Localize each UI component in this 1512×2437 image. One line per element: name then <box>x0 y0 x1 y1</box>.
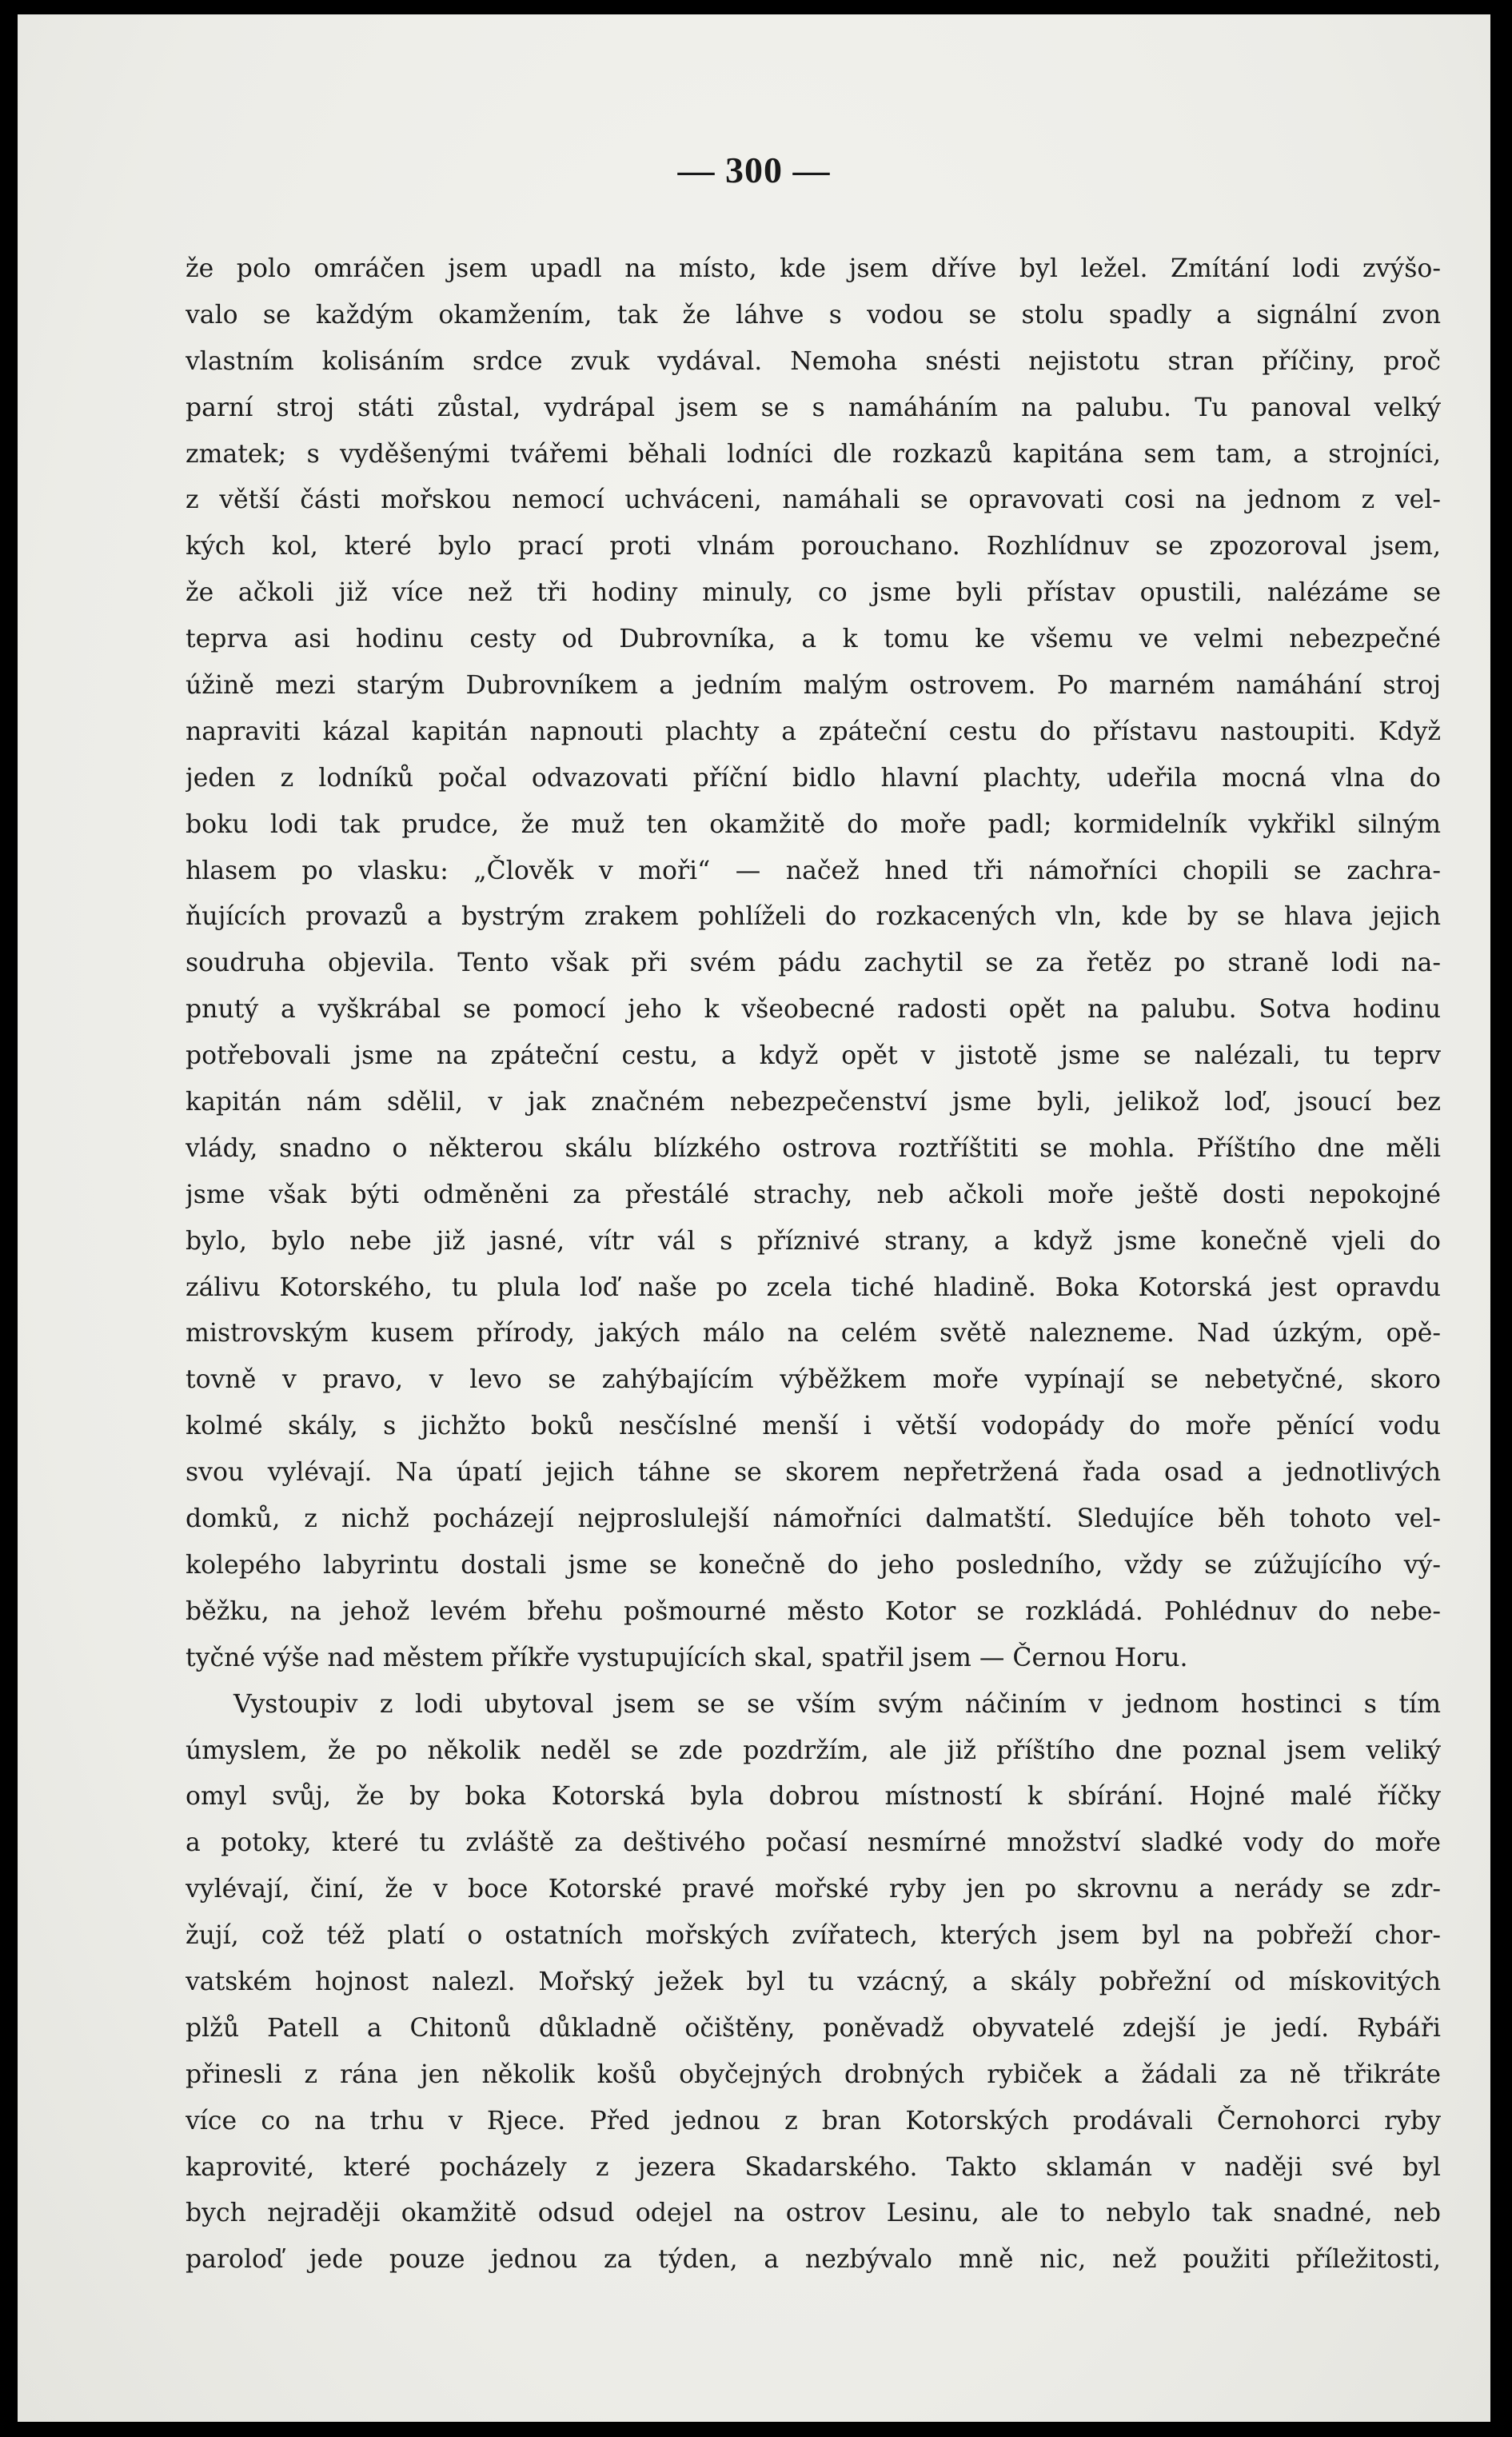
text-line: omyl svůj, že by boka Kotorská byla dobrou místností k sbírání. Hojné malé říčky <box>186 1782 1441 1812</box>
text-line: vatském hojnost nalezl. Mořský ježek byl tu vzácný, a skály pobřežní od mískovitých <box>186 1967 1441 1996</box>
text-line: vlastním kolisáním srdce zvuk vydával. Nemoha snésti nejistotu stran příčiny, proč <box>186 346 1441 376</box>
text-line: kolepého labyrintu dostali jsme se konečně do jeho posledního, vždy se zúžujícího vý- <box>186 1550 1441 1580</box>
text-line: parní stroj státi zůstal, vydrápal jsem se s namáháním na palubu. Tu panoval velký <box>186 393 1441 422</box>
text-line: bych nejraději okamžitě odsud odejel na ostrov Lesinu, ale to nebylo tak snadné, neb <box>186 2199 1441 2228</box>
text-line: Vystoupiv z lodi ubytoval jsem se se vším svým náčiním v jednom hostinci s tím <box>233 1689 1441 1719</box>
text-line: úmyslem, že po několik neděl se zde pozdržím, ale již příštího dne poznal jsem veliký <box>186 1736 1441 1765</box>
text-line: více co na trhu v Rjece. Před jednou z bran Kotorských prodávali Černohorci ryby <box>186 2106 1441 2135</box>
text-line: napraviti kázal kapitán napnouti plachty a zpáteční cestu do přístavu nastoupiti. Když <box>186 717 1441 746</box>
text-line: žují, což též platí o ostatních mořských zvířatech, kterých jsem byl na pobřeží chor- <box>186 1921 1441 1951</box>
text-line: bylo, bylo nebe již jasné, vítr vál s příznivé strany, a když jsme konečně vjeli do <box>186 1226 1441 1256</box>
text-line: přinesli z rána jen několik košů obyčejných drobných rybiček a žádali za ně třikráte <box>186 2059 1441 2089</box>
text-line: domků, z nichž pocházejí nejproslulejší námořníci dalmatští. Sledujíce běh tohoto vel- <box>186 1504 1441 1534</box>
text-line: kolmé skály, s jichžto boků nesčíslné menší i větší vodopády do moře pěnící vodu <box>186 1412 1441 1441</box>
text-line: zmatek; s vyděšenými tvářemi běhali lodníci dle rozkazů kapitána sem tam, a strojníci, <box>186 439 1441 469</box>
text-line: teprva asi hodinu cesty od Dubrovníka, a k tomu ke všemu ve velmi nebezpečné <box>186 625 1441 654</box>
text-line: pnutý a vyškrábal se pomocí jeho k všeobecné radosti opět na palubu. Sotva hodinu <box>186 995 1441 1025</box>
text-line: valo se každým okamžením, tak že láhve s vodou se stolu spadly a signální zvon <box>186 300 1441 330</box>
text-line: tovně v pravo, v levo se zahýbajícím výběžkem moře vypínají se nebetyčné, skoro <box>186 1365 1441 1395</box>
text-line: soudruha objevila. Tento však při svém pádu zachytil se za řetěz po straně lodi na- <box>186 949 1441 978</box>
text-line: ňujících provazů a bystrým zrakem pohlíželi do rozkacených vln, kde by se hlava jejich <box>186 902 1441 932</box>
text-line: paroloď jede pouze jednou za týden, a nezbývalo mně nic, než použiti příležitosti, <box>186 2245 1441 2275</box>
text-line: svou vylévají. Na úpatí jejich táhne se skorem nepřetržená řada osad a jednotlivých <box>186 1458 1441 1488</box>
text-line: že polo omráčen jsem upadl na místo, kde jsem dříve byl ležel. Zmítání lodi zvýšo- <box>186 254 1441 283</box>
text-line: tyčné výše nad městem příkře vystupujících skal, spatřil jsem — Černou Horu. <box>186 1643 1188 1672</box>
text-line: úžině mezi starým Dubrovníkem a jedním malým ostrovem. Po marném namáhání stroj <box>186 671 1441 701</box>
text-line: potřebovali jsme na zpáteční cestu, a když opět v jistotě jsme se nalézali, tu teprv <box>186 1041 1441 1071</box>
text-line: jeden z lodníků počal odvazovati příční bidlo hlavní plachty, udeřila mocná vlna do <box>186 763 1441 793</box>
text-line: a potoky, které tu zvláště za deštivého počasí nesmírné množství sladké vody do moře <box>186 1828 1441 1858</box>
text-line: plžů Patell a Chitonů důkladně očištěny, poněvadž obyvatelé zdejší je jedí. Rybáři <box>186 2013 1441 2043</box>
text-line: vylévají, činí, že v boce Kotorské pravé mořské ryby jen po skrovnu a nerády se zdr- <box>186 1875 1441 1904</box>
page-number: — 300 — <box>677 150 831 190</box>
text-line: běžku, na jehož levém břehu pošmourné město Kotor se rozkládá. Pohlédnuv do nebe- <box>186 1596 1441 1626</box>
text-line: kaprovité, které pocházely z jezera Skadarského. Takto sklamán v naději své byl <box>186 2152 1441 2182</box>
text-line: kých kol, které bylo prací proti vlnám porouchano. Rozhlídnuv se zpozoroval jsem, <box>186 532 1441 561</box>
body-text <box>186 246 1441 2283</box>
text-line: hlasem po vlasku: „Člověk v moři“ — načež hned tři námořníci chopili se zachra- <box>186 856 1441 885</box>
text-line: jsme však býti odměněni za přestálé strachy, neb ačkoli moře ještě dosti nepokojné <box>186 1180 1441 1209</box>
text-line: boku lodi tak prudce, že muž ten okamžitě do moře padl; kormidelník vykřikl silným <box>186 809 1441 839</box>
text-line: kapitán nám sdělil, v jak značném nebezpečenství jsme byli, jelikož loď, jsoucí bez <box>186 1088 1441 1117</box>
text-line: z větší části mořskou nemocí uchváceni, namáhali se opravovati cosi na jednom z vel- <box>186 485 1441 515</box>
text-line: vlády, snadno o některou skálu blízkého ostrova roztříštiti se mohla. Příštího dne měli <box>186 1133 1441 1163</box>
text-line: že ačkoli již více než tři hodiny minuly, co jsme byli přístav opustili, nalézáme se <box>186 578 1441 608</box>
scanned-page <box>18 14 1490 2422</box>
text-line: zálivu Kotorského, tu plula loď naše po zcela tiché hladině. Boka Kotorská jest opravdu <box>186 1272 1441 1302</box>
text-line: mistrovským kusem přírody, jakých málo na celém světě nalezneme. Nad úzkým, opě- <box>186 1319 1441 1348</box>
